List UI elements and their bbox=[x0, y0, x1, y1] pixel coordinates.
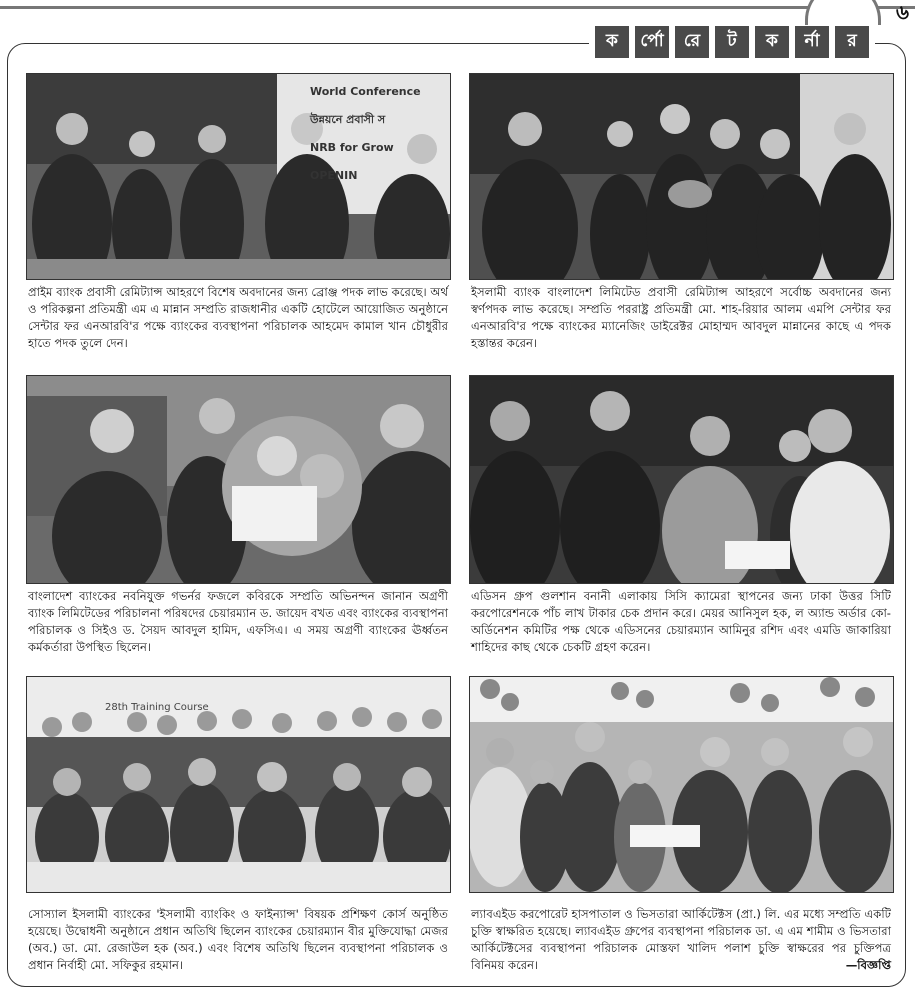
section-title-letter: র bbox=[835, 26, 869, 58]
top-rule bbox=[0, 6, 915, 9]
story-caption: বাংলাদেশ ব্যাংকের নবনিযুক্ত গভর্নর ফজলে কবিরকে সম্প্রতি অভিনন্দন জানান অগ্রণী ব্যাংক লিমিটেডের পরিচালনা পরিষদের চেয়ারম্যান ড. জায়েদ বখত এবং ব্যাংকের ব্যবস্থাপনা পরিচালক ও সিইও ড. সৈয়দ আবদুল হামিদ, এফসিএ। এ সময় অগ্রণী ব্যাংকের ঊর্ধ্বতন কর্মকর্তারা উপস্থিত ছিলেন। bbox=[28, 589, 448, 654]
section-title-letter: রে bbox=[675, 26, 709, 58]
story-photo-edison-group bbox=[469, 375, 894, 584]
story-photo-social-islami-bank bbox=[26, 676, 451, 893]
story-photo-backdrop-text: World Conference উন্নয়নে প্রবাসী স NRB for Grow OPENIN bbox=[310, 85, 421, 182]
story-caption-text: ল্যাবএইড করপোরেট হাসপাতাল ও ভিসতারা আর্কিটেক্টস (প্রা.) লি. এর মধ্যে সম্প্রতি একটি চুক্তি স্বাক্ষরিত হয়েছে। ল্যাবএইড গ্রুপের ব্যবস্থাপনা পরিচালক ডা. এ এম শামীম ও ভিসতারা আর্কিটেক্টসের ব্যবস্থাপনা পরিচালক মোস্তফা খালিদ পলাশ চুক্তি স্বাক্ষরের পর চুক্তিপত্র বিনিময় করেন। bbox=[471, 907, 891, 972]
story-caption: প্রাইম ব্যাংক প্রবাসী রেমিট্যান্স আহরণে বিশেষ অবদানের জন্য ব্রোঞ্জ পদক লাভ করেছে। অর্থ ও পরিকল্পনা প্রতিমন্ত্রী এম এ মান্নান সম্প্রতি রাজধানীর একটি হোটেলে আয়োজিত অনুষ্ঠানে সেন্টার ফর এনআরবি'র পক্ষে ব্যাংকের ব্যবস্থাপনা পরিচালক আহমেদ কামাল খান চৌধুরীর হাতে পদক তুলে দেন। bbox=[28, 285, 448, 350]
section-title-letter: ক bbox=[755, 26, 789, 58]
page-number-notch bbox=[805, 0, 881, 25]
page-number: ৬ bbox=[895, 0, 909, 24]
story-caption: ইসলামী ব্যাংক বাংলাদেশ লিমিটেড প্রবাসী রেমিট্যান্স আহরণে সর্বোচ্চ অবদানের জন্য স্বর্ণপদক লাভ করেছে। সম্প্রতি পররাষ্ট্র প্রতিমন্ত্রী মো. শাহ-রিয়ার আলম এমপি সেন্টার ফর এনআরবি'র পক্ষে ব্যাংকের ম্যানেজিং ডাইরেক্টর মোহাম্মদ আবদুল মান্নানের কাছে এ পদক হস্তান্তর করেন। bbox=[471, 285, 891, 350]
story-caption: সোস্যাল ইসলামী ব্যাংকের 'ইসলামী ব্যাংকিং ও ফাইন্যান্স' বিষয়ক প্রশিক্ষণ কোর্স অনুষ্ঠিত হয়েছে। উদ্বোধনী অনুষ্ঠানে প্রধান অতিথি ছিলেন ব্যাংকের চেয়ারম্যান বীর মুক্তিযোদ্ধা মেজর (অব.) ডা. মো. রেজাউল হক (অব.) এবং বিশেষ অতিথি ছিলেন ব্যবস্থাপনা পরিচালক ও প্রধান নির্বাহী মো. সফিকুর রহমান। bbox=[28, 907, 448, 972]
story-photo-agrani-bank bbox=[26, 375, 451, 584]
story-photo-islami-bank bbox=[469, 73, 894, 280]
story-caption: এডিসন গ্রুপ গুলশান বনানী এলাকায় সিসি ক্যামেরা স্থাপনের জন্য ঢাকা উত্তর সিটি করপোরেশনকে পাঁচ লাখ টাকার চেক প্রদান করে। মেয়র আনিসুল হক, ল অ্যান্ড অর্ডার কো-অর্ডিনেশন কমিটির পক্ষ থেকে এডিসনের চেয়ারম্যান আমিনুর রশিদ এবং এমডি জাকারিয়া শাহিদের কাছ থেকে চেকটি গ্রহণ করেন। bbox=[471, 589, 891, 654]
story-photo-banner-text: 28th Training Course bbox=[105, 702, 209, 713]
section-title-letter: র্পো bbox=[635, 26, 669, 58]
section-title-letter: র্না bbox=[795, 26, 829, 58]
section-title-letter: ক bbox=[595, 26, 629, 58]
section-title-letter: ট bbox=[715, 26, 749, 58]
press-release-credit: —বিজ্ঞপ্তি bbox=[845, 958, 891, 972]
section-title bbox=[589, 26, 875, 58]
story-photo-labaid-vistara bbox=[469, 676, 894, 893]
story-caption bbox=[471, 906, 891, 974]
